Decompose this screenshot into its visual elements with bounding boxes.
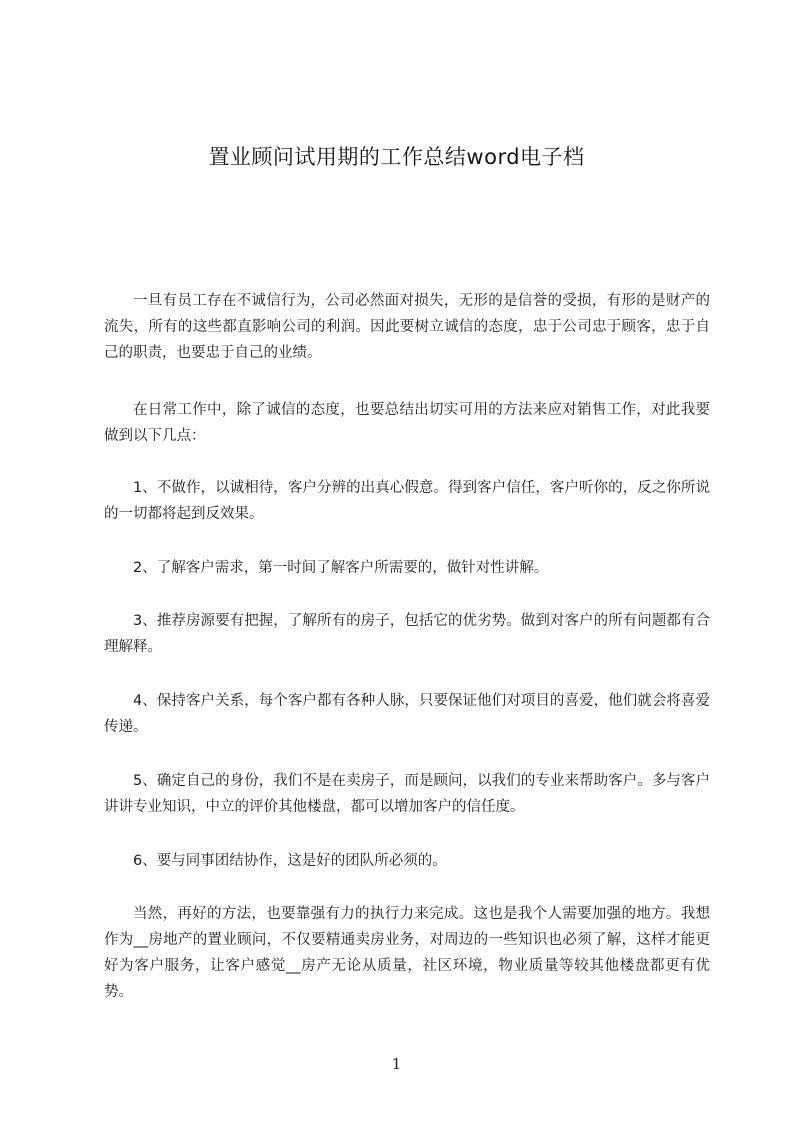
list-item-1: 1、不做作，以诚相待，客户分辨的出真心假意。得到客户信任，客户听你的，反之你所说的一切都将起到反效果。 xyxy=(104,480,710,522)
paragraph-integrity: 一旦有员工存在不诚信行为，公司必然面对损失，无形的是信誉的受损，有形的是财产的流失，所有的这些都直影响公司的利润。因此要树立诚信的态度，忠于公司忠于顾客，忠于自己的职责，也要忠于自己的业绩。 xyxy=(104,293,710,361)
list-item-6: 6、要与同事团结协作，这是好的团队所必须的。 xyxy=(133,853,447,869)
list-item-2: 2、了解客户需求，第一时间了解客户所需要的，做针对性讲解。 xyxy=(133,560,549,576)
paragraph-execution: 当然，再好的方法，也要靠强有力的执行力来完成。这也是我个人需要加强的地方。我想作为__房地产的置业顾问，不仅要精通卖房业务，对周边的一些知识也必须了解，这样才能更好为客户服务，让客户感觉__房产无论从质量，社区环境，物业质量等较其他楼盘都更有优势。 xyxy=(104,906,710,1000)
document-title: 置业顾问试用期的工作总结word电子档 xyxy=(208,145,585,169)
page-number: 1 xyxy=(391,1055,402,1073)
list-item-5: 5、确定自己的身份，我们不是在卖房子，而是顾问，以我们的专业来帮助客户。多与客户讲讲专业知识，中立的评价其他楼盘，都可以增加客户的信任度。 xyxy=(104,773,710,815)
paragraph-methods-intro: 在日常工作中，除了诚信的态度，也要总结出切实可用的方法来应对销售工作，对此我要做到以下几点： xyxy=(104,402,710,444)
list-item-4: 4、保持客户关系，每个客户都有各种人脉，只要保证他们对项目的喜爱，他们就会将喜爱传递。 xyxy=(104,693,710,735)
list-item-3: 3、推荐房源要有把握，了解所有的房子，包括它的优劣势。做到对客户的所有问题都有合理解释。 xyxy=(104,613,710,655)
